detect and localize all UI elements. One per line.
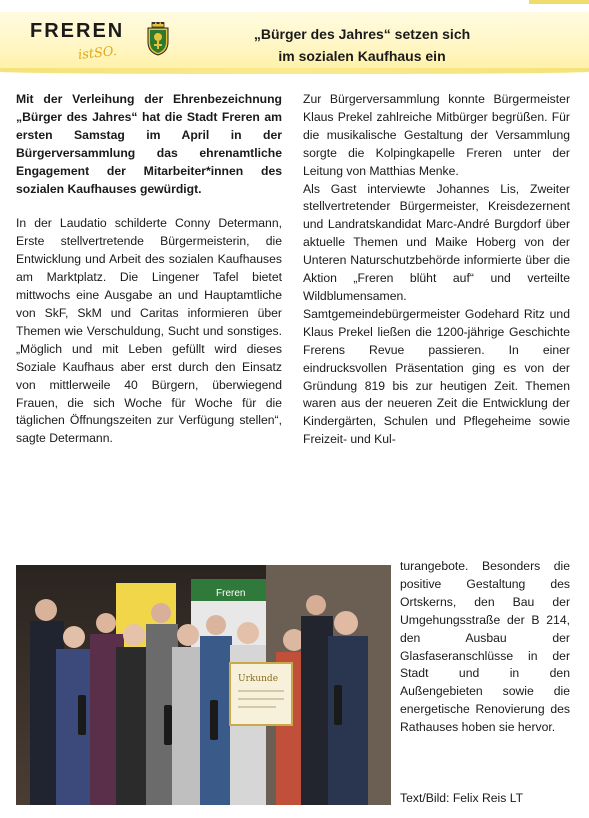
wrapped-text-beside-photo: turangebote. Besonders die positive Gestaltung des Ortskerns, den Bau der Umgehungsstraße der B 214, den Ausbau der Glasfaseranschlüsse in der Stadt und in den Außengebieten sowie die energetische Renovierung des Rathauses hoben sie hervor. bbox=[400, 559, 570, 735]
logo-slogan: istSO. bbox=[77, 44, 118, 63]
headline-line-1: „Bürger des Jahres“ setzen sich bbox=[253, 26, 471, 42]
headline bbox=[212, 23, 512, 67]
freren-logo: FREREN bbox=[30, 20, 125, 42]
paragraph-gast: Als Gast interviewte Johannes Lis, Zweiter stellvertretender Bürgermeister, Kreisdezernent und Landratskandidat Marc-André Burgdorf über aktuelle Themen und Maike Hoberg von der Unteren Naturschutzbehörde informierte über die Aktion „Freren blüht auf“ und verteilte Wildblumensamen. bbox=[303, 181, 570, 303]
group-photo bbox=[16, 565, 391, 805]
certificate bbox=[230, 663, 292, 725]
freren-crest-icon bbox=[146, 22, 170, 56]
lead-paragraph: Mit der Verleihung der Ehrenbezeichnung „Bürger des Jahres“ hat die Stadt Freren am ersten Samstag im April in der Bürgerversammlung das ehrenamtliche Engagement der Mitarbeiter*innen des sozialen Kaufhauses gewürdigt. bbox=[16, 92, 282, 196]
certificate-text: Urkunde bbox=[238, 674, 279, 684]
right-column bbox=[303, 91, 570, 449]
paragraph-laudatio: In der Laudatio schilderte Conny Determann, Erste stellvertretende Bürgermeisterin, die Entwicklung und Arbeit des sozialen Kaufhauses am Marktplatz. Die Lingener Tafel bietet mittwochs eine Ausgabe an und Hauptamtliche von SkF, SkM und Caritas informieren über Themen wie Verschuldung, Sucht und sonstiges. „Möglich und mit Leben gefüllt wird dieses Soziale Kaufhaus aber erst durch den Einsatz von mittlerweile 40 Bürgern, überwiegend Frauen, die sich Woche für Woche für die täglichen Öffnungszeiten zur Verfügung stellen“, sagte Determann. bbox=[16, 216, 282, 446]
banner-text: Freren bbox=[216, 588, 246, 599]
headline-line-2: im sozialen Kaufhaus ein bbox=[278, 48, 446, 64]
left-column bbox=[16, 91, 282, 448]
top-accent-bar bbox=[529, 0, 589, 4]
paragraph-geschichte: Samtgemeindebürgermeister Godehard Ritz und Klaus Prekel ließen die 1200-jährige Geschichte Frerens Revue passieren. In einer eindrucksvollen Präsentation ging es von der Gründung 819 bis zur heutigen Zeit. Themen waren aus der neueren Zeit die Entwicklung der Kindergärten, Schulen und Pflegeheime sowie Freizeit- und Kul- bbox=[303, 306, 570, 447]
paragraph-versammlung: Zur Bürgerversammlung konnte Bürgermeister Klaus Prekel zahlreiche Mitbürger begrüßen. Für die musikalische Gestaltung der Versammlung sorgte die Kolpingkapelle Freren unter der Leitung von Matthias Menke. bbox=[303, 92, 570, 178]
photo-credit: Text/Bild: Felix Reis LT bbox=[400, 791, 524, 805]
